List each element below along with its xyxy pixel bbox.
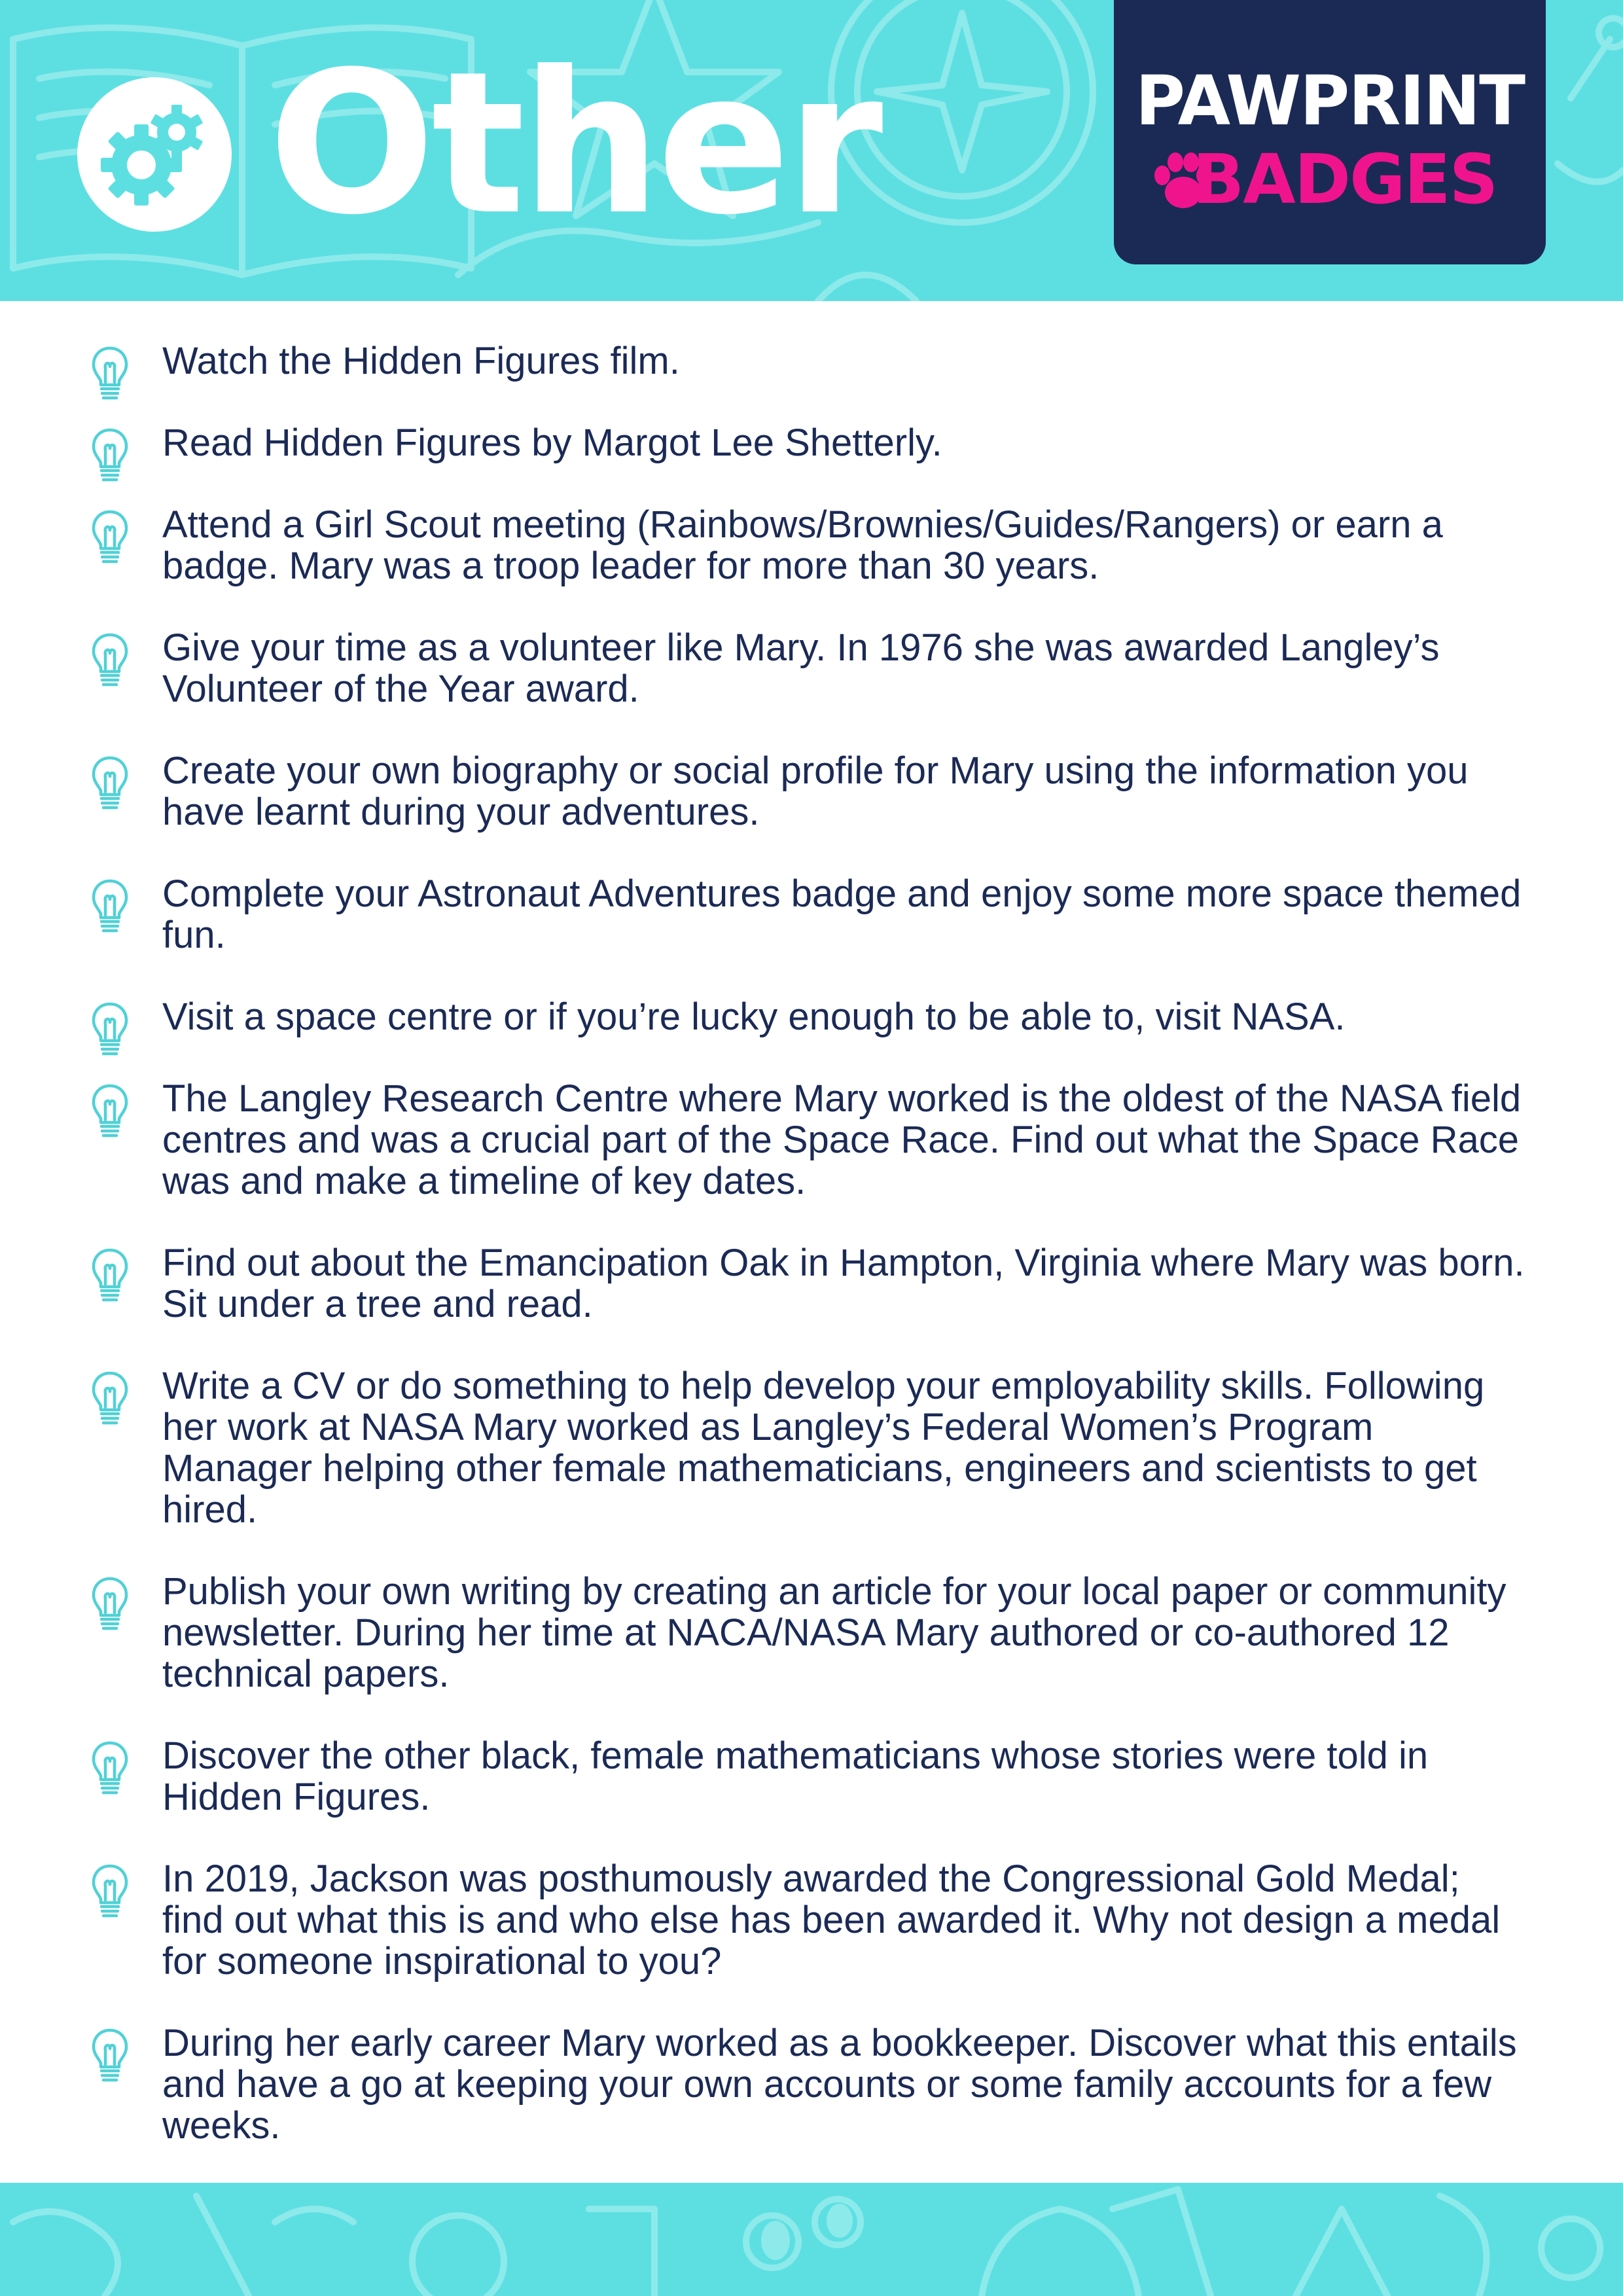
list-item-text: Watch the Hidden Figures film. — [162, 340, 680, 382]
list-item-text: Complete your Astronaut Adventures badge and enjoy some more space themed fun. — [162, 872, 1522, 956]
footer-doodles — [0, 2183, 1623, 2296]
lightbulb-icon — [90, 1576, 130, 1634]
list-item — [0, 2022, 1623, 2146]
list-item — [0, 1078, 1623, 1202]
list-item-text: The Langley Research Centre where Mary worked is the oldest of the NASA field centres and was a crucial part of the Space Race. Find out what the Space Race was and make a timeline of key dates. — [162, 1077, 1522, 1202]
list-item — [0, 340, 1623, 382]
list-item — [0, 873, 1623, 956]
list-item — [0, 1735, 1623, 1818]
list-item-text: Read Hidden Figures by Margot Lee Shetterly. — [162, 422, 942, 464]
pawprint-badges-logo — [1114, 0, 1546, 264]
list-item-text: Publish your own writing by creating an article for your local paper or community newsletter. During her time at NACA/NASA Mary authored or co-authored 12 technical papers. — [162, 1570, 1507, 1695]
list-item — [0, 1242, 1623, 1325]
list-item — [0, 1571, 1623, 1695]
lightbulb-icon — [90, 1083, 130, 1141]
list-item-text: Find out about the Emancipation Oak in Hampton, Virginia where Mary was born. Sit under a tree and read. — [162, 1242, 1525, 1325]
lightbulb-icon — [90, 1740, 130, 1798]
lightbulb-icon — [90, 755, 130, 813]
list-item-text: Discover the other black, female mathematicians whose stories were told in Hidden Figures. — [162, 1734, 1429, 1818]
lightbulb-icon — [90, 878, 130, 936]
list-item-text: In 2019, Jackson was posthumously awarded the Congressional Gold Medal; find out what this is and who else has been awarded it. Why not design a medal for someone inspirational to you? — [162, 1857, 1501, 1982]
list-item-text: Create your own biography or social profile for Mary using the information you have learnt during your adventures. — [162, 749, 1469, 833]
lightbulb-icon — [90, 632, 130, 690]
page-title: Other — [268, 29, 880, 258]
list-item-text: Visit a space centre or if you’re lucky enough to be able to, visit NASA. — [162, 996, 1346, 1038]
lightbulb-icon — [90, 1863, 130, 1921]
lightbulb-icon — [90, 346, 130, 403]
activity-list — [0, 340, 1623, 2187]
list-item — [0, 627, 1623, 709]
lightbulb-icon — [90, 2028, 130, 2085]
list-item — [0, 750, 1623, 833]
list-item — [0, 422, 1623, 463]
list-item — [0, 1858, 1623, 1982]
list-item — [0, 504, 1623, 586]
list-item-text: Attend a Girl Scout meeting (Rainbows/Brownies/Guides/Rangers) or earn a badge. Mary was a troop leader for more than 30 years. — [162, 503, 1443, 587]
footer-banner — [0, 2183, 1623, 2296]
lightbulb-icon — [90, 1371, 130, 1428]
list-item-text: Give your time as a volunteer like Mary. In 1976 she was awarded Langley’s Volunteer of the Year award. — [162, 626, 1440, 710]
gears-icon — [77, 77, 232, 232]
list-item-text: Write a CV or do something to help develop your employability skills. Following her work at NASA Mary worked as Langley’s Federal Women’s Program Manager helping other female mathematicians, engineers and scientists to get hired. — [162, 1365, 1485, 1531]
list-item — [0, 1365, 1623, 1530]
header-banner — [0, 0, 1623, 301]
list-item-text: During her early career Mary worked as a bookkeeper. Discover what this entails and have a go at keeping your own accounts or some family accounts for a few weeks. — [162, 2022, 1517, 2147]
logo-text-badges: BADGES — [1192, 139, 1497, 219]
lightbulb-icon — [90, 427, 130, 485]
list-item — [0, 996, 1623, 1037]
logo-text-pawprint: PAWPRINT — [1135, 61, 1525, 141]
lightbulb-icon — [90, 1001, 130, 1059]
lightbulb-icon — [90, 509, 130, 567]
lightbulb-icon — [90, 1247, 130, 1305]
